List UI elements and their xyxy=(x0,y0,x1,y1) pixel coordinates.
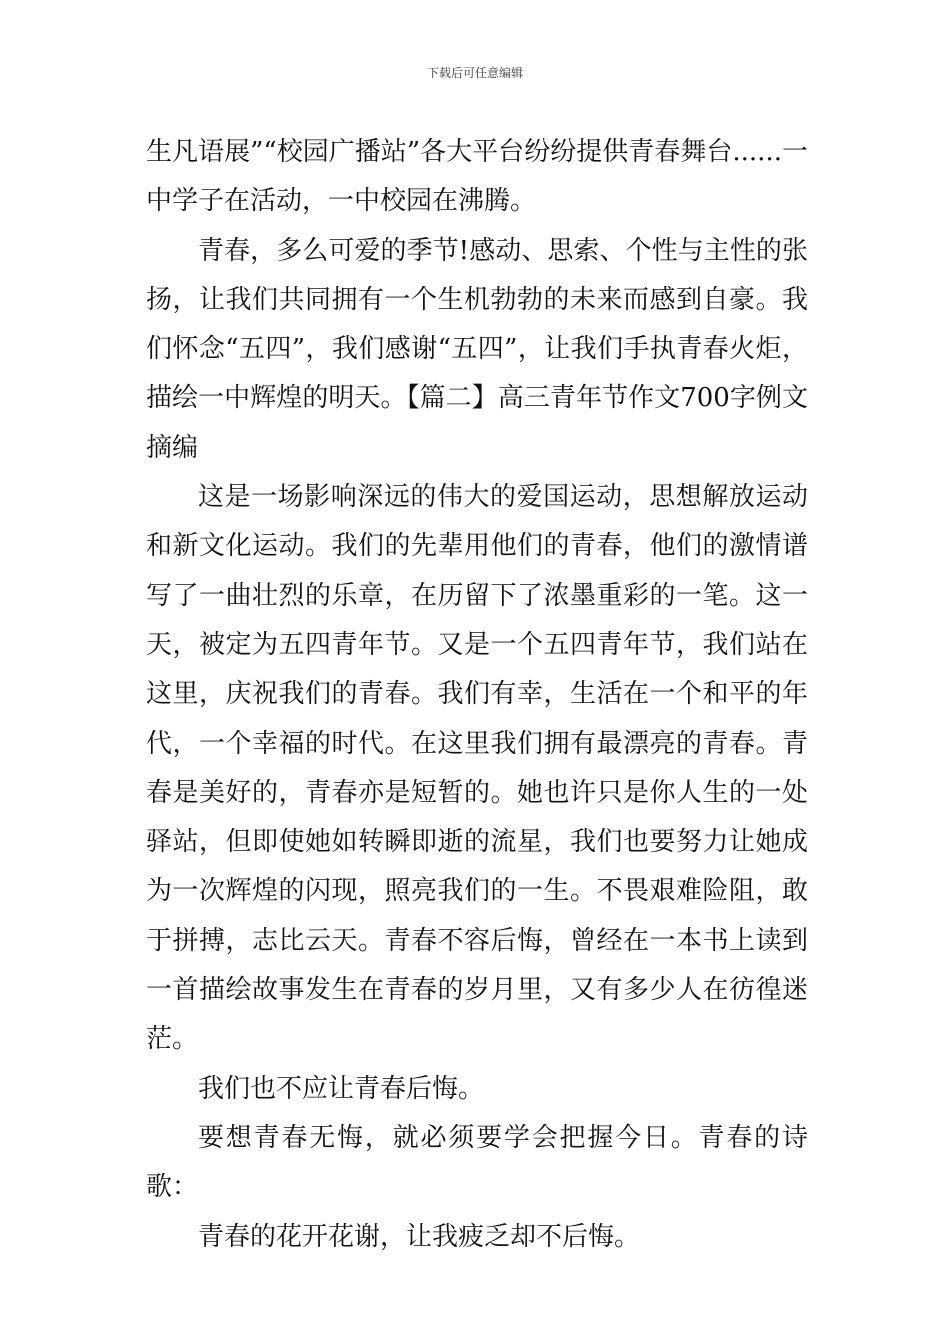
paragraph-youth-season: 青春，多么可爱的季节!感动、思索、个性与主性的张扬，让我们共同拥有一个生机勃勃的未来而感到自豪。我们怀念“五四”，我们感谢“五四”，让我们手执青春火炬，描绘一中辉煌的明天。【篇二】高三青年节作文700字例文摘编 xyxy=(146,235,808,463)
paragraph-no-regret: 我们也不应让青春后悔。 xyxy=(198,1073,485,1104)
paragraph-poem-line: 青春的花开花谢，让我疲乏却不后悔。 xyxy=(198,1221,641,1252)
document-body xyxy=(146,128,808,1262)
page-header: 下载后可任意编辑 xyxy=(426,66,523,80)
paragraph-continuation: 生凡语展”“校园广播站”各大平台纷纷提供青春舞台......一中学子在活动，一中校园在沸腾。 xyxy=(146,137,808,217)
paragraph-may-fourth: 这是一场影响深远的伟大的爱国运动，思想解放运动和新文化运动。我们的先辈用他们的青春，他们的激情谱写了一曲壮烈的乐章，在历留下了浓墨重彩的一笔。这一天，被定为五四青年节。又是一个五四青年节，我们站在这里，庆祝我们的青春。我们有幸，生活在一个和平的年代，一个幸福的时代。在这里我们拥有最漂亮的青春。青春是美好的，青春亦是短暂的。她也许只是你人生的一处驿站，但即使她如转瞬即逝的流星，我们也要努力让她成为一次辉煌的闪现，照亮我们的一生。不畏艰难险阻，敢于拼搏，志比云天。青春不容后悔，曾经在一本书上读到一首描绘故事发生在青春的岁月里，又有多少人在彷徨迷茫。 xyxy=(146,482,808,1055)
paragraph-seize-today: 要想青春无悔，就必须要学会把握今日。青春的诗歌： xyxy=(146,1122,808,1203)
